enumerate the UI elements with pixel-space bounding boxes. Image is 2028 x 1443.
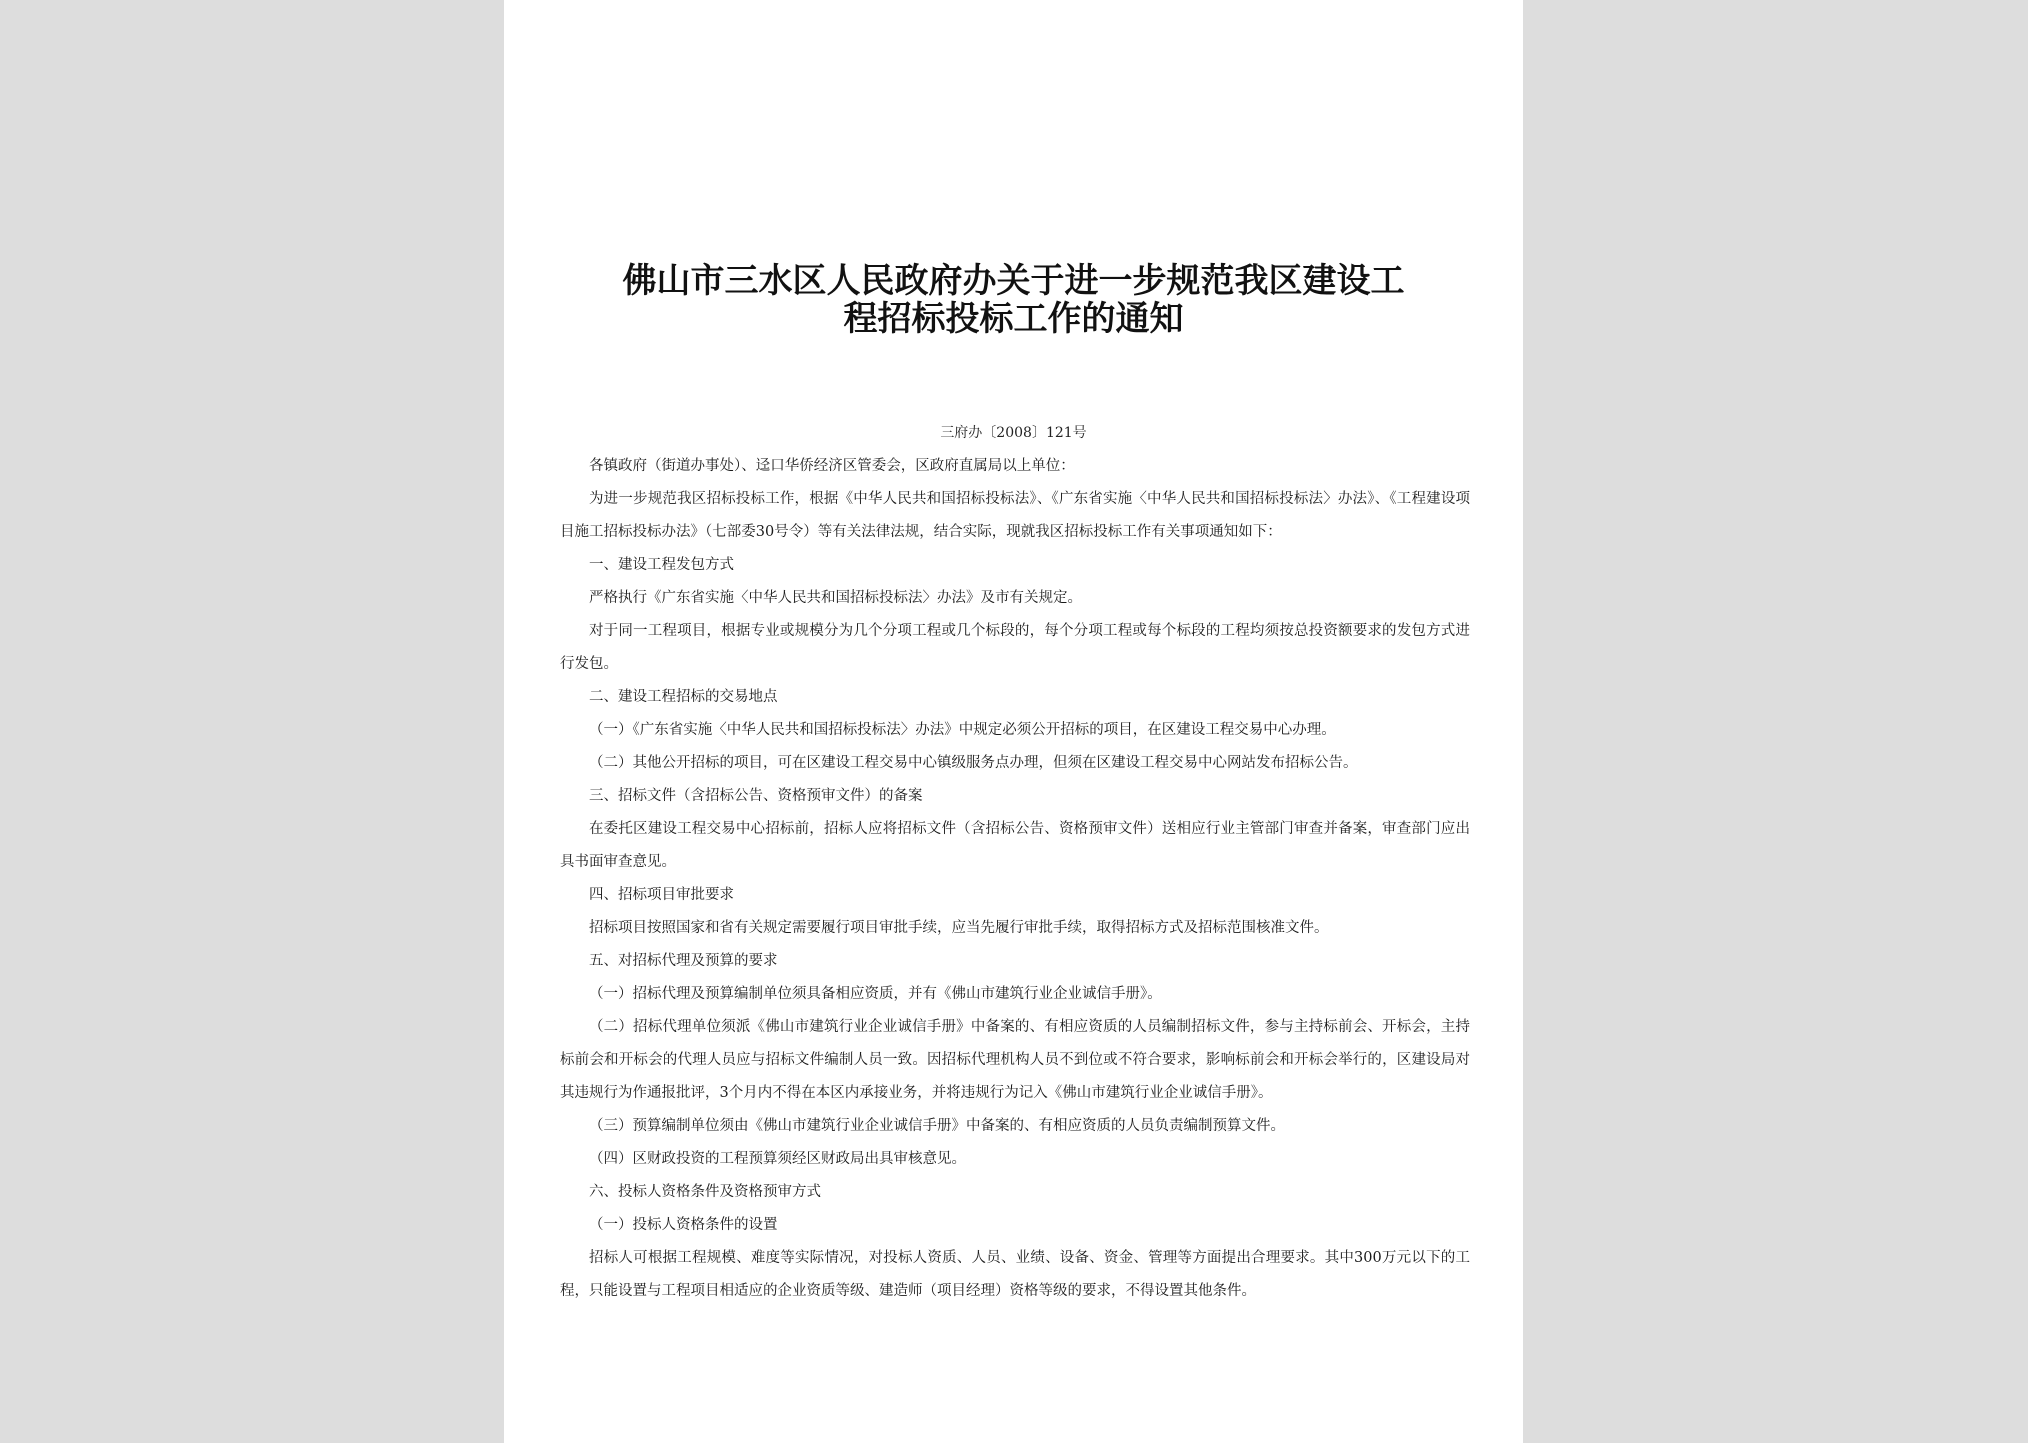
paragraph: 招标人可根据工程规模、难度等实际情况，对投标人资质、人员、业绩、设备、资金、管理等方面提出合理要求。其中300万元以下的工程，只能设置与工程项目相适应的企业资质等级、建造师（项目经理）资格等级的要求，不得设置其他条件。 xyxy=(560,1250,1470,1299)
title-line-2: 程招标投标工作的通知 xyxy=(843,299,1184,339)
document-title xyxy=(504,262,1523,338)
paragraph: （四）区财政投资的工程预算须经区财政局出具审核意见。 xyxy=(589,1151,966,1167)
section-heading: 四、招标项目审批要求 xyxy=(589,887,734,903)
section-heading: 五、对招标代理及预算的要求 xyxy=(589,953,778,969)
paragraph: （三）预算编制单位须由《佛山市建筑行业企业诚信手册》中备案的、有相应资质的人员负责编制预算文件。 xyxy=(589,1118,1285,1134)
title-line-1: 佛山市三水区人民政府办关于进一步规范我区建设工 xyxy=(622,261,1405,301)
paragraph: （一）《广东省实施〈中华人民共和国招标投标法〉办法》中规定必须公开招标的项目，在区建设工程交易中心办理。 xyxy=(589,722,1336,738)
paragraph: 在委托区建设工程交易中心招标前，招标人应将招标文件（含招标公告、资格预审文件）送相应行业主管部门审查并备案，审查部门应出具书面审查意见。 xyxy=(560,821,1470,870)
document-body xyxy=(560,450,1470,1308)
paragraph-addressee: 各镇政府（街道办事处）、迳口华侨经济区管委会，区政府直属局以上单位： xyxy=(589,458,1075,474)
document-page xyxy=(504,0,1523,1443)
paragraph: （二）其他公开招标的项目，可在区建设工程交易中心镇级服务点办理，但须在区建设工程交易中心网站发布招标公告。 xyxy=(589,755,1358,771)
section-heading: 六、投标人资格条件及资格预审方式 xyxy=(589,1184,821,1200)
section-heading: 三、招标文件（含招标公告、资格预审文件）的备案 xyxy=(589,788,923,804)
paragraph: （二）招标代理单位须派《佛山市建筑行业企业诚信手册》中备案的、有相应资质的人员编制招标文件，参与主持标前会、开标会，主持标前会和开标会的代理人员应与招标文件编制人员一致。因招标代理机构人员不到位或不符合要求，影响标前会和开标会举行的，区建设局对其违规行为作通报批评，3个月内不得在本区内承接业务，并将违规行为记入《佛山市建筑行业企业诚信手册》。 xyxy=(560,1019,1470,1101)
paragraph: 为进一步规范我区招标投标工作，根据《中华人民共和国招标投标法》、《广东省实施〈中华人民共和国招标投标法〉办法》、《工程建设项目施工招标投标办法》（七部委30号令）等有关法律法规，结合实际，现就我区招标投标工作有关事项通知如下： xyxy=(560,491,1470,540)
section-heading: 二、建设工程招标的交易地点 xyxy=(589,689,778,705)
paragraph: 招标项目按照国家和省有关规定需要履行项目审批手续，应当先履行审批手续，取得招标方式及招标范围核准文件。 xyxy=(589,920,1329,936)
document-number: 三府办〔2008〕121号 xyxy=(940,425,1087,441)
paragraph: 严格执行《广东省实施〈中华人民共和国招标投标法〉办法》及市有关规定。 xyxy=(589,590,1082,606)
paragraph: （一）招标代理及预算编制单位须具备相应资质，并有《佛山市建筑行业企业诚信手册》。 xyxy=(589,986,1162,1002)
section-heading: 一、建设工程发包方式 xyxy=(589,557,734,573)
paragraph: 对于同一工程项目，根据专业或规模分为几个分项工程或几个标段的，每个分项工程或每个标段的工程均须按总投资额要求的发包方式进行发包。 xyxy=(560,623,1470,672)
paragraph: （一）投标人资格条件的设置 xyxy=(589,1217,778,1233)
